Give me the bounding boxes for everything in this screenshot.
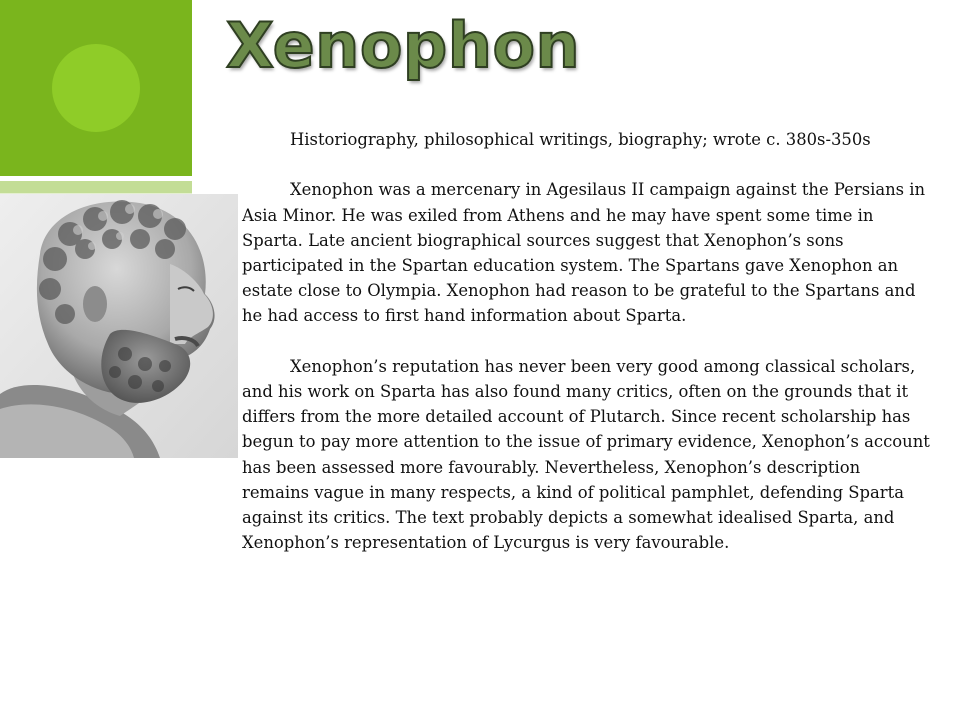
paragraph-biography: Xenophon was a mercenary in Agesilaus II campaign against the Persians in Asia Minor. He was exiled from Athens and he may have spent some time in Sparta. Late ancient biographical sources suggest that Xenophon’s sons participated in the Spartan education system. The Spartans gave Xenophon an estate close to Olympia. Xenophon had reason to be grateful to the Spartans and he had access to first hand information about Sparta. (242, 180, 926, 326)
decorative-circle (52, 44, 140, 132)
slide-body (242, 127, 932, 555)
slide-title: Xenophon (226, 9, 581, 82)
paragraph-works: Historiography, philosophical writings, biography; wrote c. 380s-350s (290, 130, 871, 149)
portrait-bust-image (0, 194, 238, 458)
paragraph-reputation: Xenophon’s reputation has never been very good among classical scholars, and his work on Sparta has also found many critics, often on the grounds that it differs from the more detailed account of Plutarch. Since recent scholarship has begun to pay more attention to the issue of primary evidence, Xenophon’s account has been assessed more favourably. Nevertheless, Xenophon’s description remains vague in many respects, a kind of political pamphlet, defending Sparta against its critics. The text probably depicts a somewhat idealised Sparta, and Xenophon’s representation of Lycurgus is very favourable. (242, 356, 930, 553)
decorative-stripe (0, 181, 192, 193)
